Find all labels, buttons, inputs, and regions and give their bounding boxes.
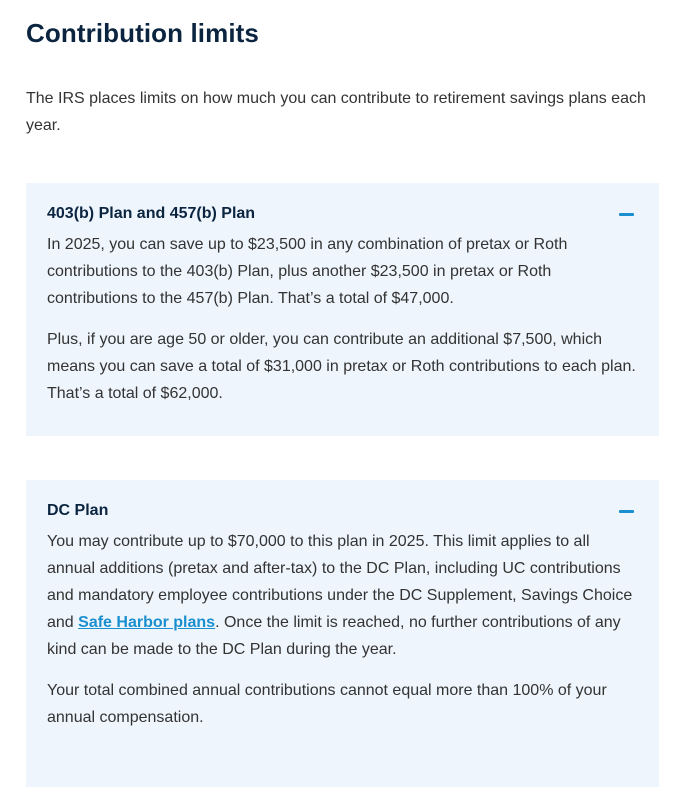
accordion-403b-457b xyxy=(26,183,659,436)
accordion-dc-plan xyxy=(26,480,659,787)
accordion-paragraph: Your total combined annual contributions cannot equal more than 100% of your annual compensation. xyxy=(47,682,607,726)
paragraph-text: You may contribute up to $70,000 to this plan in 2025. This limit applies to all annual additions (pretax and after-tax) to the DC Plan, including UC contributions and mandatory employee contributions under the DC Supplement, Savings Choice and xyxy=(47,533,633,631)
accordion-paragraph xyxy=(47,528,638,663)
accordion-paragraph: Plus, if you are age 50 or older, you can contribute an additional $7,500, which means you can save a total of $31,000 in pretax or Roth contributions to each plan. That’s a total of $62,000. xyxy=(47,331,636,402)
collapse-button[interactable] xyxy=(616,203,638,225)
page-title: Contribution limits xyxy=(26,18,259,48)
accordion-header[interactable] xyxy=(47,203,638,225)
accordion-header[interactable] xyxy=(47,500,638,522)
minus-icon xyxy=(619,213,634,216)
accordion-title: 403(b) Plan and 457(b) Plan xyxy=(47,205,256,222)
accordion-title: DC Plan xyxy=(47,502,109,519)
accordion-paragraph: In 2025, you can save up to $23,500 in any combination of pretax or Roth contributions to the 403(b) Plan, plus another $23,500 in pretax or Roth contributions to the 457(b) Plan. That’s a total of $47,000. xyxy=(47,236,568,307)
minus-icon xyxy=(619,510,634,513)
accordion-body xyxy=(47,528,638,731)
collapse-button[interactable] xyxy=(616,500,638,522)
paragraph-text: . Once the limit is reached, no further contributions of any kind can be made to the DC Plan during the year. xyxy=(47,614,621,658)
intro-text: The IRS places limits on how much you can contribute to retirement savings plans each year. xyxy=(26,90,646,134)
safe-harbor-plans-link[interactable]: Safe Harbor plans xyxy=(78,614,216,631)
accordion-body xyxy=(47,231,638,407)
